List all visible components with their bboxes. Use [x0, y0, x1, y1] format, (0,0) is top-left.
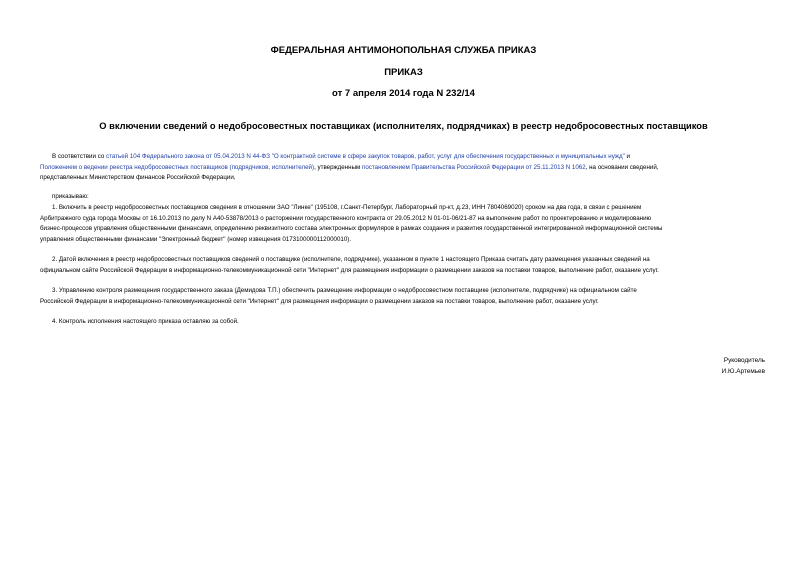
- signatory-name: И.Ю.Артемьев: [721, 368, 765, 375]
- signatory-title: Руководитель: [723, 357, 765, 364]
- order-item-2-line-1: 2. Датой включения в реестр недобросовестных поставщиков сведений о поставщике (исполнителе, подрядчике), указанном в пункте 1 настоящего Приказа считать дату размещения указанных сведений на: [52, 256, 650, 263]
- order-item-1-line-3: бизнес-процессов управления общественными финансами, определению реквизитного состава электронных формуляров в рамках создания и развития государственной интегрированной информационной системы: [40, 225, 663, 232]
- order-item-1-line-2: Арбитражного суда города Москвы от 16.10.2013 по делу N А40-53878/2013 о расторжении государственного контракта от 29.05.2012 N 01-01-06/21-87 на выполнение работ по проектированию и моделированию: [40, 214, 652, 222]
- intro-text-2: и: [624, 153, 630, 160]
- order-item-1-line-1: 1. Включить в реестр недобросовестных поставщиков сведения в отношении ЗАО "Линке" (195108, г.Санкт-Петербург, Лабораторный пр-кт, д.23, ИНН 7804069020) сроком на два года, в связи с решением: [52, 204, 642, 211]
- intro-line-3: представленных Министерством финансов Российской Федерации,: [40, 174, 236, 181]
- order-item-3: [40, 286, 768, 307]
- order-item-4-line-1: 4. Контроль исполнения настоящего приказа оставляю за собой.: [52, 318, 239, 325]
- document-type-heading: ПРИКАЗ: [384, 67, 423, 78]
- registry-regulation-link[interactable]: Положением о ведении реестра недобросовестных поставщиков (подрядчиков, исполнителей): [40, 163, 315, 171]
- law-44fz-link[interactable]: статьей 104 Федерального закона от 05.04.2013 N 44-ФЗ "О контрактной системе в сфере закупок товаров, работ, услуг для обеспечения государственных и муниципальных нужд": [105, 153, 625, 160]
- order-item-4: [40, 317, 768, 328]
- agency-heading: ФЕДЕРАЛЬНАЯ АНТИМОНОПОЛЬНАЯ СЛУЖБА ПРИКАЗ: [270, 45, 537, 56]
- government-resolution-link[interactable]: постановлением Правительства Российской Федерации от 25.11.2013 N 1062: [362, 163, 586, 171]
- intro-line-2: [40, 163, 768, 174]
- order-item-2-line-2: официальном сайте Российской Федерации в информационно-телекоммуникационной сети "Интернет" для размещения информации о размещении заказов на поставки товаров, выполнение работ, оказание услуг.: [40, 266, 659, 274]
- decree-text: приказываю:: [52, 193, 89, 200]
- intro-line-1: [40, 152, 768, 163]
- order-item-2: [40, 255, 768, 276]
- decree-word: [40, 192, 768, 203]
- intro-text-4: , на основании сведений,: [585, 163, 659, 171]
- order-item-3-line-1: 3. Управлению контроля размещения государственного заказа (Демидова Т.П.) обеспечить размещение информации о недобросовестном поставщике (исполнителе, подрядчике) на официальном сайте: [52, 287, 637, 294]
- intro-text-3: , утвержденным: [314, 163, 362, 171]
- intro-paragraph: [40, 152, 768, 184]
- document-subject-heading: О включении сведений о недобросовестных поставщиках (исполнителях, подрядчиках) в реестр недобросовестных поставщиков: [99, 121, 708, 131]
- order-item-3-line-2: Российской Федерации в информационно-телекоммуникационной сети "Интернет" для размещения информации о размещении заказов на поставки товаров, выполнение работ, оказание услуг.: [40, 297, 599, 305]
- document-date-heading: от 7 апреля 2014 года N 232/14: [332, 88, 475, 99]
- intro-text-1: В соответствии со: [52, 153, 106, 160]
- order-item-1-line-4: управления общественными финансами "Электронный бюджет" (номер извещения 0173100000112000010).: [40, 235, 352, 243]
- order-item-1: [40, 203, 768, 245]
